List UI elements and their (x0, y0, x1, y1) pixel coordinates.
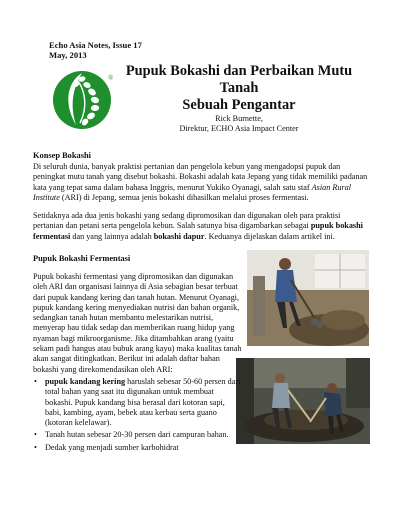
list-item-text: Dedak yang menjadi sumber karbohidrat (45, 442, 179, 452)
issue-number: Echo Asia Notes, Issue 17 (49, 40, 142, 50)
paragraph-text: (ARI) di Jepang, semua jenis bokashi dihasilkan melalui proses fermentasi. (61, 192, 309, 202)
title-line-3: Sebuah Pengantar (182, 96, 296, 113)
title-line-1: Pupuk Bokashi dan Perbaikan Mutu (125, 63, 353, 79)
paragraph-text: Setidaknya ada dua jenis bokashi yang sedang dipromosikan dan digunakan oleh para praktisi pertanian dan petani serta pengelola kebun. Salah satunya bisa digambarkan sebagai (33, 211, 341, 231)
bullet-glyph: • (34, 430, 37, 440)
photo-bokashi-mixing (236, 358, 370, 444)
paragraph-fermentasi-1: Pupuk bokashi fermentasi yang dipromosikan dan digunakan oleh ARI dan organisasi lainnya di Asia sebagian besar terbuat dari pupuk kandang kering dan tanah hutan. Menurut Oyanagi, pupuk kandang kering menyediakan nutrisi dan bahan organik, sedangkan tanah hutan membantu melestarikan nutrisi, menyerap bau tidak sedap dan memberikan ruang hidup yang nyaman bagi mikroorganisme. Jika ditambahkan arang (yaitu sekam padi hangus atau bubuk arang kayu) maka kualitas tanah akan sangat ditingkatkan. Berikut ini adalah daftar bahan bokashi yang direkomendasikan oleh ARI: (33, 272, 242, 374)
list-item-text: Tanah hutan sebesar 20-30 persen dari campuran bahan. (45, 430, 229, 440)
registered-mark: ® (108, 74, 114, 82)
title-line-2: Tanah (219, 79, 259, 96)
paragraph-konsep-1 (33, 162, 369, 203)
photo-bokashi-worker (247, 250, 369, 346)
bullet-glyph: • (34, 377, 37, 386)
list-item-text: haruslah sebesar 50-60 persen dari total bahan yang saat itu digunakan untuk membuat bokashi. Pupuk kandang bisa berasal dari kotoran sapi, babi, kambing, ayam, bebek atau kerbau serta guano (kotoran kelelawar). (45, 377, 241, 428)
issue-date: May, 2013 (49, 50, 87, 60)
article-title-block (124, 63, 354, 134)
paragraph-text: . Keduanya dijelaskan dalam artikel ini. (204, 231, 335, 241)
echo-logo-icon (52, 67, 116, 131)
paragraph-text: Di seluruh dunia, banyak praktisi pertanian dan pengelola kebun yang mengadopsi pupuk dan peningkat mutu tanah yang disebut bokashi. Bokashi adalah kata Jepang yang tidak memiliki padanan kata yang tepat sama dalam bahasa Inggris, menurut Yukiko Oyanagi, salah satu staf (33, 162, 368, 192)
ingredient-list (33, 377, 243, 455)
list-item (33, 377, 243, 428)
section-heading-konsep: Konsep Bokashi (33, 151, 91, 160)
author-name: Rick Burnette, (215, 114, 263, 124)
bold-term: pupuk bokashi fermentasi (33, 221, 363, 241)
paragraph-text: dan yang lainnya adalah (72, 231, 152, 241)
section-heading-fermentasi: Pupuk Bokashi Fermentasi (33, 254, 131, 263)
paragraph-konsep-2 (33, 211, 369, 242)
issue-header (49, 40, 142, 60)
bold-term: pupuk kandang kering (45, 377, 126, 386)
list-item (33, 430, 243, 440)
institute-name: Asian Rural Institute (33, 182, 352, 202)
list-item (33, 443, 243, 453)
bullet-glyph: • (34, 442, 37, 452)
author-role: Direktur, ECHO Asia Impact Center (179, 123, 299, 133)
bold-term: bokashi dapur (153, 231, 205, 241)
